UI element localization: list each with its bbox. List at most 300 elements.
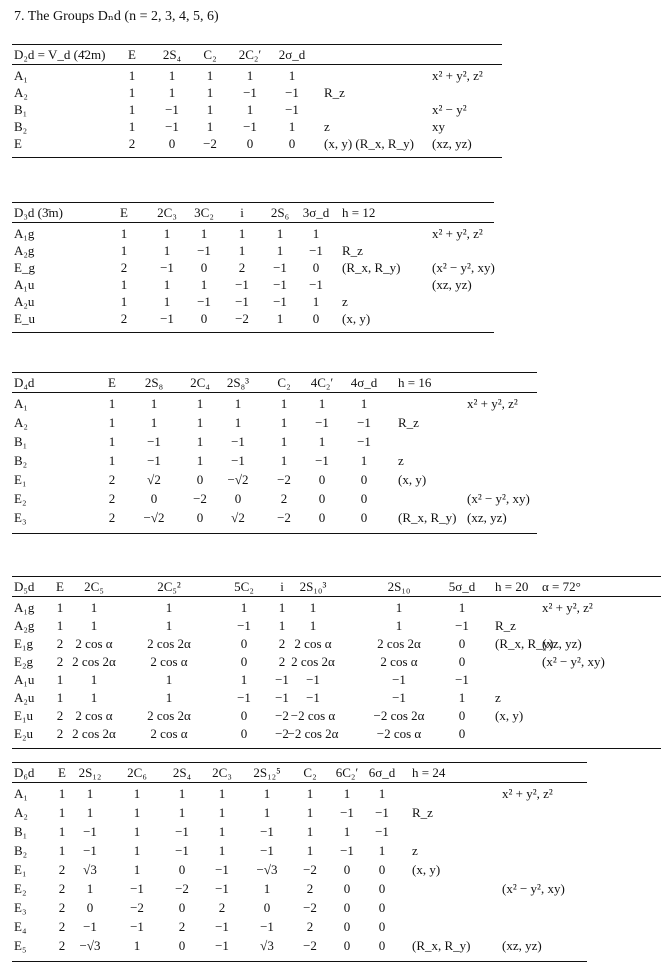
irrep-label: E₄ [14, 919, 27, 934]
character-value: 1 [280, 434, 288, 449]
character-value: (R_x, R_y) [495, 636, 554, 651]
character-value: 0 [378, 862, 386, 877]
character-value: 0 [343, 881, 351, 896]
character-value: (x, y) [342, 311, 371, 326]
character-value: (x² − y², xy) [432, 260, 495, 275]
character-value: −2 [275, 708, 289, 723]
character-value: 2 [58, 862, 66, 877]
character-value: 0 [318, 510, 326, 525]
header-cell: 6σ_d [368, 765, 396, 780]
header-cell: 2S₆ [270, 205, 290, 220]
character-value: −1 [375, 824, 389, 839]
character-value: 1 [238, 226, 246, 241]
character-value: −1 [315, 415, 329, 430]
character-value: (R_x, R_y) [412, 938, 471, 953]
character-value: 2 cos α [380, 654, 418, 669]
character-value: 1 [206, 85, 214, 100]
character-value: −1 [83, 824, 97, 839]
irrep-label: B₂ [14, 843, 28, 858]
table-top-rule [12, 202, 494, 203]
header-cell: h = 12 [342, 205, 376, 220]
character-value: 1 [58, 843, 66, 858]
character-value: −1 [260, 919, 274, 934]
character-value: 1 [168, 68, 176, 83]
character-value: 1 [278, 618, 286, 633]
character-value: 1 [343, 786, 351, 801]
character-value: 1 [128, 102, 136, 117]
character-value: 0 [200, 260, 208, 275]
table-bottom-rule [12, 748, 661, 749]
header-cell: 2C₅² [157, 579, 181, 594]
table-bottom-rule [12, 961, 587, 962]
character-value: 1 [306, 786, 314, 801]
character-value: 1 [306, 824, 314, 839]
character-value: 1 [240, 672, 248, 687]
character-value: x² − y² [432, 102, 467, 117]
header-cell: C₂ [203, 47, 217, 62]
character-value: (x² − y², xy) [542, 654, 605, 669]
character-value: 1 [120, 226, 128, 241]
character-value: 0 [150, 491, 158, 506]
character-value: −1 [392, 672, 406, 687]
character-value: 1 [218, 843, 226, 858]
character-value: 2 cos 2α [72, 726, 116, 741]
character-value: 1 [163, 277, 171, 292]
character-value: −2 [235, 311, 249, 326]
character-value: −2 [193, 491, 207, 506]
character-value: −1 [309, 243, 323, 258]
character-value: 1 [395, 600, 403, 615]
header-cell: h = 24 [412, 765, 446, 780]
character-value: 1 [280, 415, 288, 430]
character-value: 1 [165, 618, 173, 633]
header-cell: E [128, 47, 136, 62]
character-value: 1 [312, 226, 320, 241]
irrep-label: A₁g [14, 226, 35, 241]
irrep-label: B₁ [14, 102, 28, 117]
character-value: 1 [108, 396, 116, 411]
character-value: 1 [218, 805, 226, 820]
character-value: 0 [178, 862, 186, 877]
irrep-label: E₂ [14, 881, 27, 896]
character-value: 2 [56, 654, 64, 669]
header-cell: 4σ_d [350, 375, 378, 390]
character-value: 0 [360, 510, 368, 525]
character-value: −1 [392, 690, 406, 705]
character-value: 2 [278, 636, 286, 651]
character-value: −1 [175, 824, 189, 839]
header-cell: α = 72° [542, 579, 581, 594]
header-cell: D₂d = V_d (4̄2m) [14, 47, 106, 62]
character-value: 2 [56, 708, 64, 723]
character-value: −2 [277, 510, 291, 525]
character-value: 2 [56, 726, 64, 741]
character-value: z [412, 843, 418, 858]
character-value: −1 [83, 843, 97, 858]
character-value: −1 [357, 415, 371, 430]
character-value: (x² − y², xy) [502, 881, 565, 896]
character-value: −1 [130, 919, 144, 934]
character-value: x² + y², z² [432, 68, 483, 83]
character-value: 1 [120, 243, 128, 258]
character-value: (x, y) [412, 862, 441, 877]
character-value: −1 [315, 453, 329, 468]
character-value: 2 [120, 311, 128, 326]
table-header-rule [12, 64, 502, 65]
header-cell: 3σ_d [302, 205, 330, 220]
character-value: 1 [278, 600, 286, 615]
character-value: 1 [378, 786, 386, 801]
character-value: 1 [318, 396, 326, 411]
character-value: −1 [165, 119, 179, 134]
character-value: R_z [324, 85, 345, 100]
irrep-label: A₂ [14, 85, 28, 100]
character-value: 0 [360, 491, 368, 506]
character-value: 1 [234, 415, 242, 430]
character-value: 1 [218, 824, 226, 839]
character-value: 2 [58, 938, 66, 953]
character-value: z [495, 690, 501, 705]
character-value: √2 [147, 472, 161, 487]
character-value: R_z [495, 618, 516, 633]
character-value: −2 [277, 472, 291, 487]
character-value: 2 cos α [294, 636, 332, 651]
character-value: 0 [178, 900, 186, 915]
irrep-label: A₂ [14, 805, 28, 820]
character-value: −1 [309, 277, 323, 292]
table-bottom-rule [12, 157, 502, 158]
character-value: −1 [160, 311, 174, 326]
character-value: (xz, yz) [542, 636, 582, 651]
character-value: 1 [133, 843, 141, 858]
character-value: 2 [238, 260, 246, 275]
character-value: 0 [178, 938, 186, 953]
character-value: 0 [343, 862, 351, 877]
header-cell: D₄d [14, 375, 35, 390]
character-value: 0 [246, 136, 254, 151]
character-value: (xz, yz) [467, 510, 507, 525]
character-value: 0 [360, 472, 368, 487]
character-value: 1 [58, 824, 66, 839]
character-value: −2 cos α [290, 708, 336, 723]
character-value: 1 [360, 453, 368, 468]
character-value: −1 [285, 102, 299, 117]
irrep-label: E_u [14, 311, 35, 326]
irrep-label: A₁u [14, 672, 35, 687]
character-value: 0 [312, 260, 320, 275]
character-value: 1 [263, 881, 271, 896]
character-value: 2 [278, 654, 286, 669]
character-value: 1 [280, 453, 288, 468]
character-value: −1 [340, 805, 354, 820]
character-value: 0 [343, 919, 351, 934]
character-value: 1 [163, 226, 171, 241]
character-value: √2 [231, 510, 245, 525]
character-value: 0 [458, 708, 466, 723]
character-value: −1 [147, 453, 161, 468]
character-value: 0 [458, 726, 466, 741]
character-value: 1 [306, 843, 314, 858]
character-value: x² + y², z² [467, 396, 518, 411]
character-value: 2 cos α [150, 726, 188, 741]
character-value: −2 cos α [376, 726, 422, 741]
character-value: 1 [165, 690, 173, 705]
character-value: R_z [398, 415, 419, 430]
irrep-label: A₁ [14, 396, 28, 411]
irrep-label: E₁ [14, 862, 27, 877]
table-top-rule [12, 576, 661, 577]
character-value: −2 cos 2α [287, 726, 339, 741]
character-value: 1 [196, 453, 204, 468]
irrep-label: B₁ [14, 434, 28, 449]
character-value: −1 [243, 119, 257, 134]
character-value: √3 [83, 862, 97, 877]
character-value: 0 [234, 491, 242, 506]
character-value: 0 [343, 938, 351, 953]
irrep-label: A₁ [14, 786, 28, 801]
character-value: 1 [90, 618, 98, 633]
character-value: 1 [280, 396, 288, 411]
character-value: 0 [288, 136, 296, 151]
character-value: 2 [280, 491, 288, 506]
character-value: −1 [231, 434, 245, 449]
character-value: −2 [303, 900, 317, 915]
character-value: −2 [275, 726, 289, 741]
character-value: −1 [83, 919, 97, 934]
character-value: 1 [238, 243, 246, 258]
character-value: −√3 [256, 862, 278, 877]
irrep-label: E₃ [14, 510, 27, 525]
header-cell: 2σ_d [278, 47, 306, 62]
character-value: 2 [120, 260, 128, 275]
character-value: 1 [56, 690, 64, 705]
character-value: z [398, 453, 404, 468]
header-cell: 2C₄ [190, 375, 210, 390]
irrep-label: A₂u [14, 294, 35, 309]
character-value: 1 [108, 415, 116, 430]
header-cell: 2C₅ [84, 579, 104, 594]
character-value: (R_x, R_y) [398, 510, 457, 525]
header-cell: 4C₂′ [310, 375, 334, 390]
character-value: 1 [263, 805, 271, 820]
character-value: −1 [260, 843, 274, 858]
irrep-label: E₂u [14, 726, 33, 741]
character-value: 0 [168, 136, 176, 151]
character-value: 2 [128, 136, 136, 151]
character-value: −1 [243, 85, 257, 100]
character-value: −1 [235, 277, 249, 292]
header-cell: i [280, 579, 284, 594]
character-value: xy [432, 119, 445, 134]
character-value: −1 [306, 690, 320, 705]
character-value: 1 [133, 938, 141, 953]
character-value: −1 [175, 843, 189, 858]
table-bottom-rule [12, 332, 494, 333]
character-value: 1 [458, 690, 466, 705]
header-cell: E [58, 765, 66, 780]
irrep-label: A₂ [14, 415, 28, 430]
character-value: 2 cos 2α [72, 654, 116, 669]
character-value: 1 [150, 396, 158, 411]
character-value: 1 [318, 434, 326, 449]
character-value: (x, y) (R_x, R_y) [324, 136, 414, 151]
irrep-label: A₁ [14, 68, 28, 83]
character-value: −1 [197, 243, 211, 258]
character-value: 1 [276, 311, 284, 326]
header-cell: 2S₁₂ [78, 765, 102, 780]
character-value: 1 [263, 786, 271, 801]
header-cell: D₅d [14, 579, 35, 594]
character-value: z [342, 294, 348, 309]
character-value: −1 [275, 690, 289, 705]
character-value: 0 [343, 900, 351, 915]
character-value: 0 [240, 654, 248, 669]
character-value: 0 [86, 900, 94, 915]
character-value: 1 [86, 881, 94, 896]
character-value: 0 [200, 311, 208, 326]
header-cell: 2C₂′ [238, 47, 262, 62]
character-value: R_z [412, 805, 433, 820]
character-value: −1 [273, 260, 287, 275]
character-value: −1 [260, 824, 274, 839]
irrep-label: E₁ [14, 472, 27, 487]
header-cell: h = 16 [398, 375, 432, 390]
character-value: −1 [455, 618, 469, 633]
character-value: −2 [175, 881, 189, 896]
header-cell: h = 20 [495, 579, 529, 594]
irrep-label: E₂ [14, 491, 27, 506]
header-cell: C₂ [303, 765, 317, 780]
character-value: −1 [285, 85, 299, 100]
table-header-rule [12, 782, 587, 783]
character-value: −1 [357, 434, 371, 449]
character-value: 2 [306, 919, 314, 934]
character-value: 1 [178, 805, 186, 820]
character-value: 1 [133, 786, 141, 801]
header-cell: 2S₁₀³ [299, 579, 327, 594]
character-value: −1 [340, 843, 354, 858]
character-value: 1 [56, 672, 64, 687]
irrep-label: A₁g [14, 600, 35, 615]
character-value: 1 [86, 786, 94, 801]
character-value: −1 [273, 277, 287, 292]
character-value: 0 [378, 881, 386, 896]
character-value: (xz, yz) [502, 938, 542, 953]
character-value: 1 [200, 277, 208, 292]
character-value: √3 [260, 938, 274, 953]
header-cell: C₂ [277, 375, 291, 390]
character-value: (x, y) [495, 708, 524, 723]
character-value: 1 [165, 672, 173, 687]
character-value: 1 [196, 415, 204, 430]
character-value: −1 [235, 294, 249, 309]
irrep-label: B₁ [14, 824, 28, 839]
header-cell: 6C₂′ [335, 765, 359, 780]
character-value: 1 [86, 805, 94, 820]
character-value: 1 [309, 600, 317, 615]
character-value: −1 [231, 453, 245, 468]
table-header-rule [12, 596, 661, 597]
character-value: 1 [218, 786, 226, 801]
header-cell: 2C₆ [127, 765, 147, 780]
header-cell: 5C₂ [234, 579, 254, 594]
character-value: 0 [196, 510, 204, 525]
character-value: 1 [120, 277, 128, 292]
header-cell: 2S₄ [172, 765, 192, 780]
character-value: −1 [275, 672, 289, 687]
character-value: 0 [378, 900, 386, 915]
header-cell: 2C₃ [157, 205, 177, 220]
character-value: −1 [215, 938, 229, 953]
table-header-rule [12, 222, 494, 223]
header-cell: 5σ_d [448, 579, 476, 594]
character-value: 1 [343, 824, 351, 839]
character-value: 1 [128, 119, 136, 134]
character-value: 1 [163, 294, 171, 309]
irrep-label: E₂g [14, 654, 33, 669]
table-top-rule [12, 372, 537, 373]
character-value: 1 [312, 294, 320, 309]
character-value: (xz, yz) [432, 277, 472, 292]
character-value: (xz, yz) [432, 136, 472, 151]
character-value: x² + y², z² [432, 226, 483, 241]
header-cell: E [108, 375, 116, 390]
character-value: −2 [303, 862, 317, 877]
character-value: 1 [309, 618, 317, 633]
character-value: 1 [288, 119, 296, 134]
character-value: (x² − y², xy) [467, 491, 530, 506]
character-value: 1 [200, 226, 208, 241]
character-value: 1 [128, 85, 136, 100]
header-cell: 2S₈ [144, 375, 164, 390]
character-value: z [324, 119, 330, 134]
header-cell: E [120, 205, 128, 220]
character-value: 0 [378, 919, 386, 934]
character-value: −2 [130, 900, 144, 915]
character-value: 0 [240, 708, 248, 723]
character-value: 1 [90, 600, 98, 615]
character-value: 1 [206, 68, 214, 83]
character-value: 1 [150, 415, 158, 430]
header-cell: 2S₁₀ [387, 579, 411, 594]
character-value: 1 [276, 226, 284, 241]
character-value: 2 [108, 472, 116, 487]
irrep-label: E₅ [14, 938, 27, 953]
character-value: −1 [273, 294, 287, 309]
character-value: 1 [133, 824, 141, 839]
character-value: −1 [215, 862, 229, 877]
character-value: 2 [306, 881, 314, 896]
character-value: 0 [240, 636, 248, 651]
character-value: R_z [342, 243, 363, 258]
character-value: 0 [378, 938, 386, 953]
header-cell: 2S₄ [162, 47, 182, 62]
header-cell: E [56, 579, 64, 594]
irrep-label: E₃ [14, 900, 27, 915]
character-value: 1 [288, 68, 296, 83]
irrep-label: A₁u [14, 277, 35, 292]
character-value: 1 [56, 618, 64, 633]
irrep-label: E₁u [14, 708, 33, 723]
character-value: 0 [318, 491, 326, 506]
character-value: −1 [375, 805, 389, 820]
character-value: 2 [108, 510, 116, 525]
character-value: 0 [263, 900, 271, 915]
character-value: 1 [240, 600, 248, 615]
character-value: 1 [120, 294, 128, 309]
table-bottom-rule [12, 533, 537, 534]
table-top-rule [12, 44, 502, 45]
